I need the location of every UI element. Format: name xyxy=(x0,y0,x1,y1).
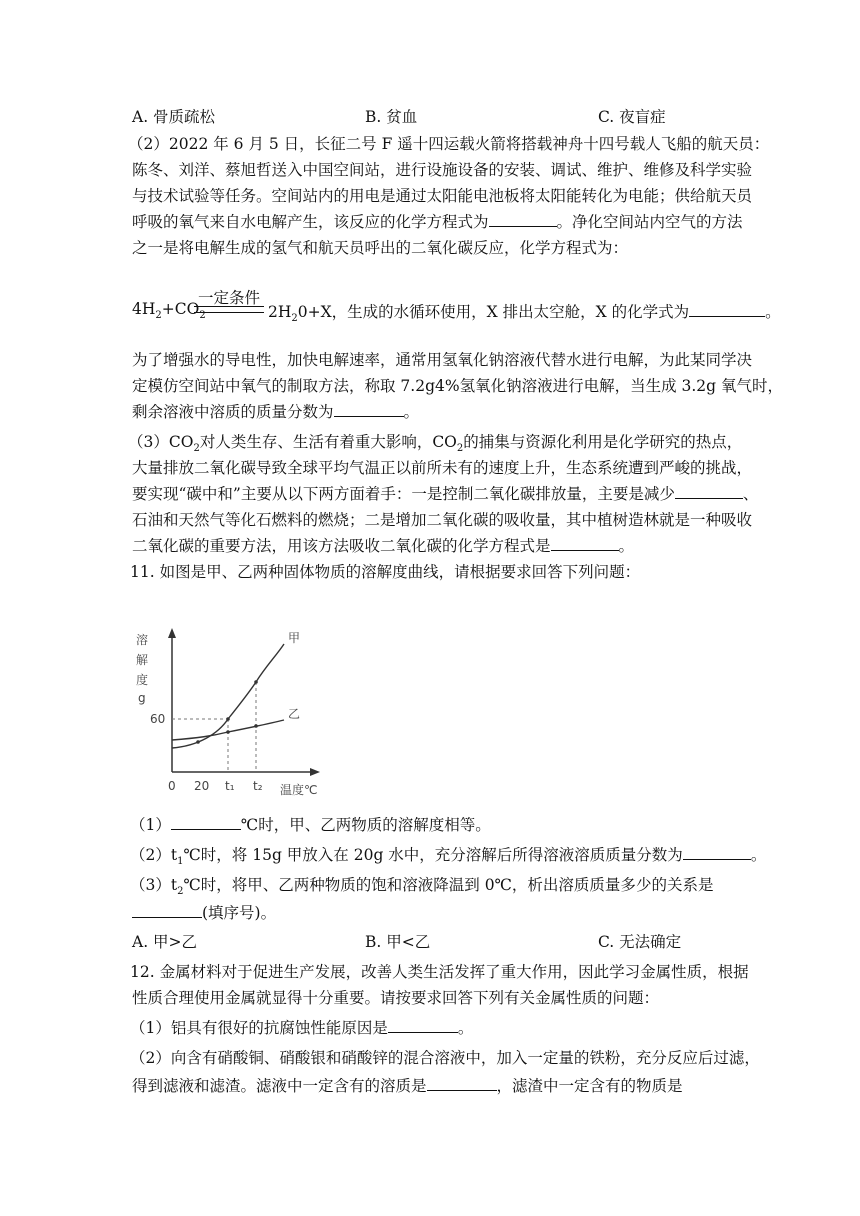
text-segment: 。 xyxy=(618,537,635,555)
eq-sub: 1 xyxy=(177,856,184,868)
eq-text: 0+X，生成的水循环使用，X 排出太空舱，X 的化学式为 xyxy=(297,303,690,321)
option-a: A. 甲>乙 xyxy=(132,933,198,951)
curve-point xyxy=(226,730,230,734)
eq-text: 2H xyxy=(268,303,292,321)
y-axis-arrow xyxy=(168,628,176,638)
text-line: 大量排放二氧化碳导致全球平均气温正以前所未有的速度上升，生态系统遭到严峻的挑战， xyxy=(132,459,753,477)
eq-sub: 2 xyxy=(291,313,298,325)
text-segment: （1）铝具有很好的抗腐蚀性能原因是 xyxy=(130,1019,388,1037)
text-line xyxy=(132,484,758,504)
x-tick-label: t₂ xyxy=(253,779,263,793)
y-label-char: 解 xyxy=(136,653,149,667)
text-line: 性质合理使用金属就显得十分重要。请按要求回答下列有关金属性质的问题： xyxy=(132,989,660,1007)
y-label-char: 度 xyxy=(136,673,149,687)
text-line: 与技术试验等任务。空间站内的用电是通过太阳能电池板将太阳能转化为电能；供给航天员 xyxy=(132,187,753,205)
option-b: B. 甲<乙 xyxy=(365,933,431,951)
x-tick-label: 0 xyxy=(168,779,176,793)
text-segment: ℃时，将 15g 甲放入在 20g 水中，充分溶解后所得溶液溶质质量分数为 xyxy=(183,846,683,864)
text-segment: 要实现“碳中和”主要从以下两方面着手：一是控制二氧化碳排放量，主要是减少 xyxy=(132,485,675,503)
text-line xyxy=(132,536,634,556)
text-line xyxy=(132,212,743,232)
option-b: B. 贫血 xyxy=(365,108,418,126)
eq-text: +CO xyxy=(161,300,200,318)
y-label-char: g xyxy=(138,691,146,705)
text-segment: ，滤渣中一定含有的物质是 xyxy=(496,1077,683,1095)
solubility-chart xyxy=(128,620,358,800)
text-line: 之一是将电解生成的氢气和航天员呼出的二氧化碳反应，化学方程式为： xyxy=(132,239,629,257)
text-line: $(3)CO_2$对人类生存、生活有着重大影响，$CO_2$的捕集与资源化利用是化学研究的热点， xyxy=(128,433,743,455)
text-line: （2）向含有硝酸铜、硝酸银和硝酸锌的混合溶液中，加入一定量的铁粉，充分反应后过滤， xyxy=(130,1049,760,1067)
text-segment: 。净化空间站内空气的方法 xyxy=(556,213,743,231)
text-line xyxy=(130,1018,473,1038)
answer-blank[interactable] xyxy=(683,845,751,860)
x-tick-label: t₁ xyxy=(225,779,235,793)
answer-blank[interactable] xyxy=(675,484,743,499)
text-line: 为了增强水的导电性，加快电解速率，通常用氢氧化钠溶液代替水进行电解，为此某同学决 xyxy=(132,351,753,369)
curve-point xyxy=(226,717,230,721)
answer-blank[interactable] xyxy=(171,815,241,830)
text-line xyxy=(132,903,276,923)
text-segment: 呼吸的氧气来自水电解产生，该反应的化学方程式为 xyxy=(132,213,489,231)
text-segment: ℃时，将甲、乙两种物质的饱和溶液降温到 0℃，析出溶质质量多少的关系是 xyxy=(183,876,714,894)
text-line xyxy=(130,845,766,872)
text-line xyxy=(132,1076,683,1096)
text-line xyxy=(132,402,419,422)
curve-point xyxy=(254,724,258,728)
text-segment: 剩余溶液中溶质的质量分数为 xyxy=(132,403,334,421)
answer-blank[interactable] xyxy=(551,536,619,551)
text-line: 陈冬、刘洋、蔡旭哲送入中国空间站，进行设施设备的安装、调试、维护、维修及科学实验 xyxy=(132,161,753,179)
equation-arrow xyxy=(194,306,264,313)
answer-blank[interactable] xyxy=(489,212,557,227)
eq-sub: 2 xyxy=(199,310,206,322)
curve-point xyxy=(196,740,200,744)
text-line xyxy=(130,815,491,835)
text-segment: （3）t xyxy=(130,876,178,894)
curve-point xyxy=(254,680,258,684)
eq-text: 。 xyxy=(765,303,781,321)
eq-sub: 2 xyxy=(177,886,184,898)
text-segment: 二氧化碳的重要方法，用该方法吸收二氧化碳的化学方程式是 xyxy=(132,537,551,555)
text-segment: 。 xyxy=(750,846,767,864)
reaction-condition: 一定条件 xyxy=(198,289,261,307)
text-segment: （1） xyxy=(130,816,171,834)
text-segment: 对人类生存、生活有着重大影响，CO xyxy=(199,433,457,451)
eq-sub: 2 xyxy=(155,310,162,322)
x-axis-label: 温度℃ xyxy=(280,783,318,797)
option-c: C. 无法确定 xyxy=(598,933,682,951)
text-segment: 的捕集与资源化利用是化学研究的热点， xyxy=(463,433,743,451)
text-segment: 。 xyxy=(403,403,420,421)
answer-blank[interactable] xyxy=(388,1018,458,1033)
eq-text: 4H xyxy=(132,300,156,318)
answer-blank[interactable] xyxy=(427,1076,497,1091)
y-label-char: 溶 xyxy=(136,633,149,647)
text-segment: （2）t xyxy=(130,846,178,864)
text-line xyxy=(130,875,713,902)
series-label-b: 乙 xyxy=(288,707,301,721)
text-line: （2）2022 年 6 月 5 日，长征二号 F 遥十四运载火箭将搭载神舟十四号载人飞船的航天员： xyxy=(128,135,770,153)
text-segment: （3）CO xyxy=(128,433,194,451)
y-tick-label: 60 xyxy=(150,712,166,726)
text-line: 定模仿空间站中氧气的制取方法，称取 7.2g4%氢氧化钠溶液进行电解，当生成 3.2g 氧气时， xyxy=(132,377,784,395)
text-segment: 。 xyxy=(457,1019,474,1037)
answer-blank[interactable] xyxy=(689,302,765,317)
text-segment: 、 xyxy=(742,485,759,503)
answer-blank[interactable] xyxy=(132,903,202,918)
option-a: A. 骨质疏松 xyxy=(132,108,216,126)
question-stem: 12. 金属材料对于促进生产发展，改善人类生活发挥了重大作用，因此学习金属性质，根据 xyxy=(130,963,749,981)
option-c: C. 夜盲症 xyxy=(598,108,666,126)
text-segment: (填序号)。 xyxy=(202,904,277,922)
series-label-a: 甲 xyxy=(288,631,301,645)
x-tick-label: 20 xyxy=(194,779,210,793)
text-segment: 得到滤液和滤渣。滤液中一定含有的溶质是 xyxy=(132,1077,427,1095)
answer-blank[interactable] xyxy=(334,402,404,417)
question-stem: 11. 如图是甲、乙两种固体物质的溶解度曲线，请根据要求回答下列问题： xyxy=(130,563,641,581)
text-line: 石油和天然气等化石燃料的燃烧；二是增加二氧化碳的吸收量，其中植树造林就是一种吸收 xyxy=(132,511,753,529)
x-axis-arrow xyxy=(310,768,320,776)
text-segment: ℃时，甲、乙两物质的溶解度相等。 xyxy=(240,816,491,834)
